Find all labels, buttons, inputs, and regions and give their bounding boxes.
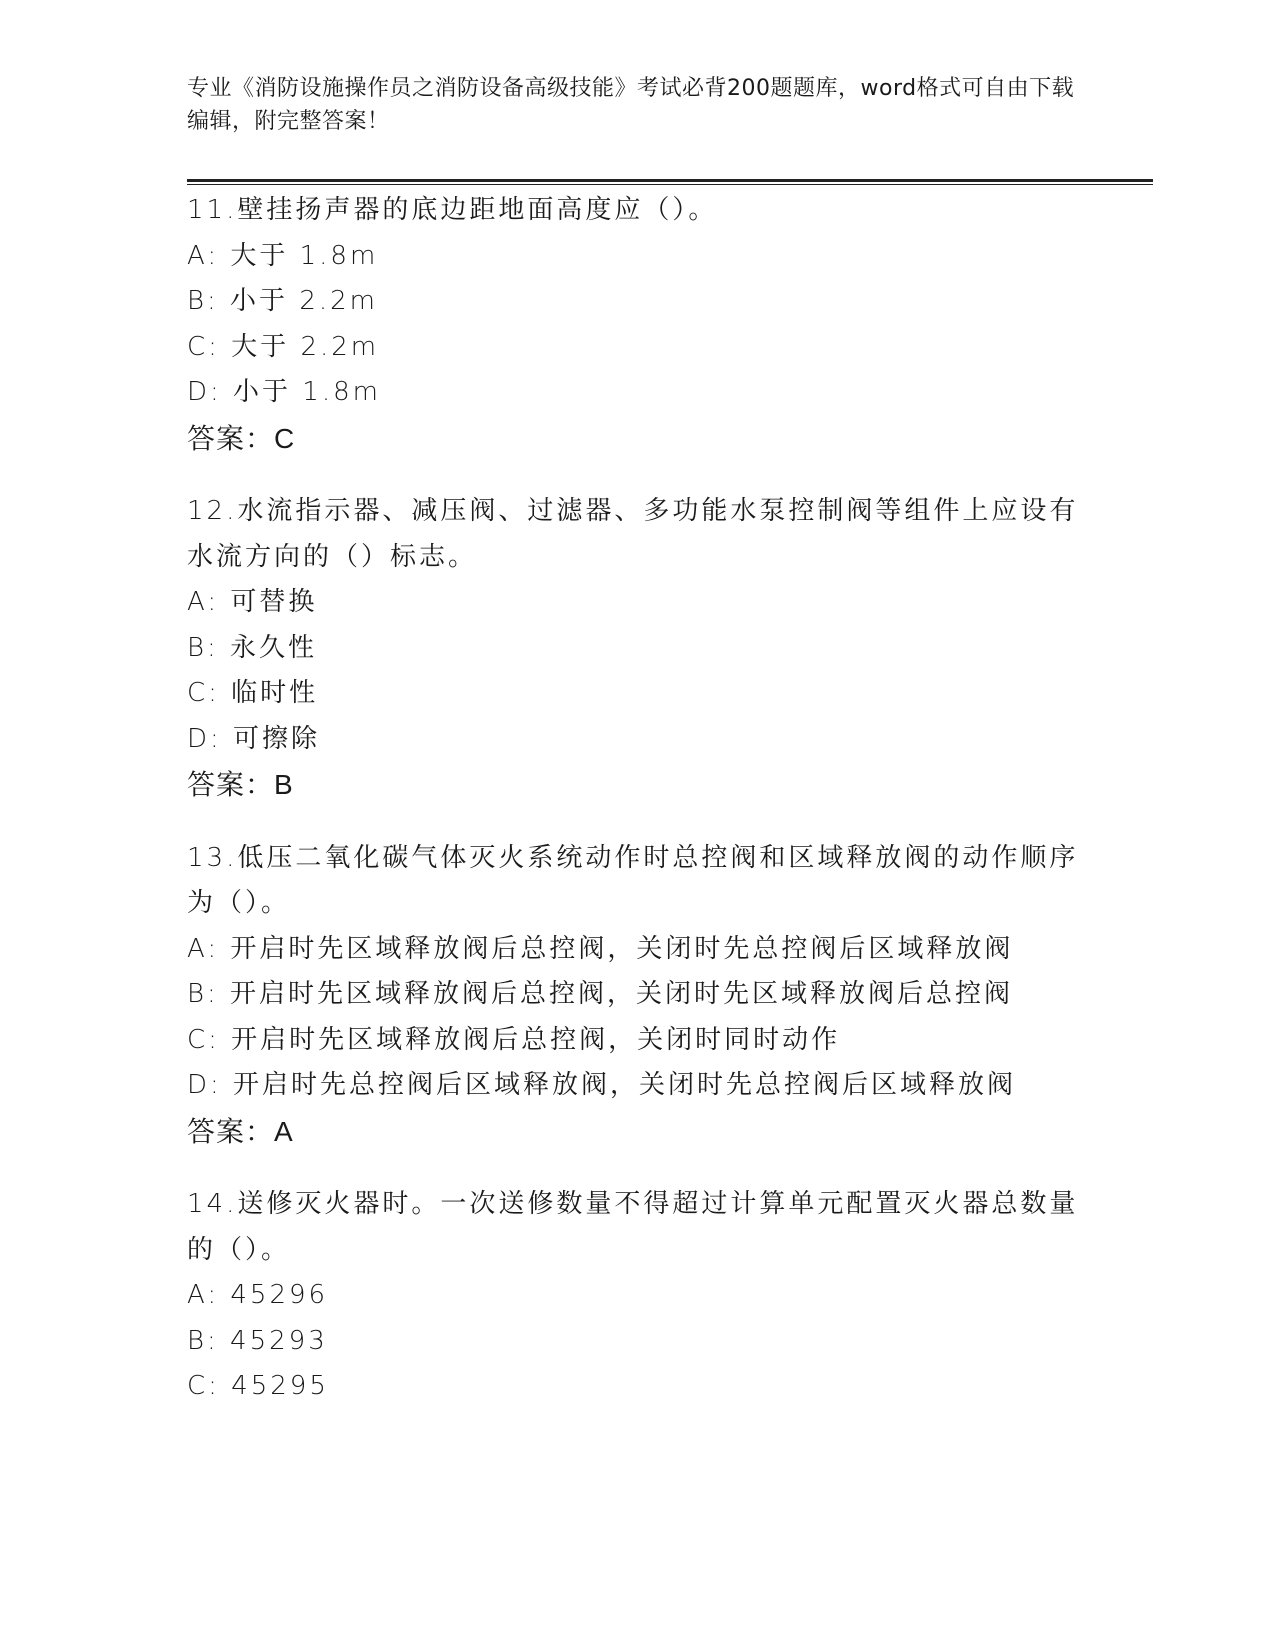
option-d: D: 可擦除 (187, 723, 321, 754)
question-stem-continued: 的（）。 (187, 1234, 291, 1265)
option-c: C: 大于 2.2m (187, 331, 380, 362)
answer: 答案：A (187, 1115, 294, 1147)
document-header: 专业《消防设施操作员之消防设备高级技能》考试必背200题题库，word格式可自由下载编辑，附完整答案！ (187, 76, 1075, 134)
question-stem-continued: 水流方向的（）标志。 (187, 541, 478, 572)
option-c: C: 开启时先区域释放阀后总控阀，关闭时同时动作 (187, 1024, 841, 1055)
question-14 (187, 1182, 1087, 1410)
option-c: C: 临时性 (187, 678, 319, 708)
option-a: A: 大于 1.8m (187, 240, 379, 271)
question-11 (187, 188, 1087, 461)
question-stem-continued: 为（）。 (187, 888, 291, 918)
option-d: D: 开启时先总控阀后区域释放阀，关闭时先总控阀后区域释放阀 (187, 1070, 1017, 1100)
question-stem: 12.水流指示器、减压阀、过滤器、多功能水泵控制阀等组件上应设有 (187, 496, 1079, 526)
header-divider (187, 179, 1153, 182)
option-a: A: 45296 (187, 1280, 329, 1310)
question-12 (187, 489, 1087, 808)
answer: 答案：C (187, 422, 296, 454)
option-c: C: 45295 (187, 1371, 329, 1401)
option-d: D: 小于 1.8m (187, 377, 381, 407)
question-list (187, 188, 1087, 1438)
option-b: B: 开启时先区域释放阀后总控阀，关闭时先区域释放阀后总控阀 (187, 979, 1014, 1009)
question-stem: 13.低压二氧化碳气体灭火系统动作时总控阀和区域释放阀的动作顺序 (187, 842, 1079, 873)
option-b: B: 45293 (187, 1325, 328, 1356)
option-b: B: 永久性 (187, 632, 318, 663)
question-13 (187, 836, 1087, 1155)
option-a: A: 开启时先区域释放阀后总控阀，关闭时先总控阀后区域释放阀 (187, 933, 1014, 964)
question-stem: 14.送修灭火器时。一次送修数量不得超过计算单元配置灭火器总数量 (187, 1189, 1079, 1219)
question-stem: 11.壁挂扬声器的底边距地面高度应（）。 (187, 195, 718, 225)
header-divider-thin (187, 184, 1153, 185)
answer: 答案：B (187, 769, 294, 800)
option-b: B: 小于 2.2m (187, 286, 378, 316)
option-a: A: 可替换 (187, 587, 318, 617)
